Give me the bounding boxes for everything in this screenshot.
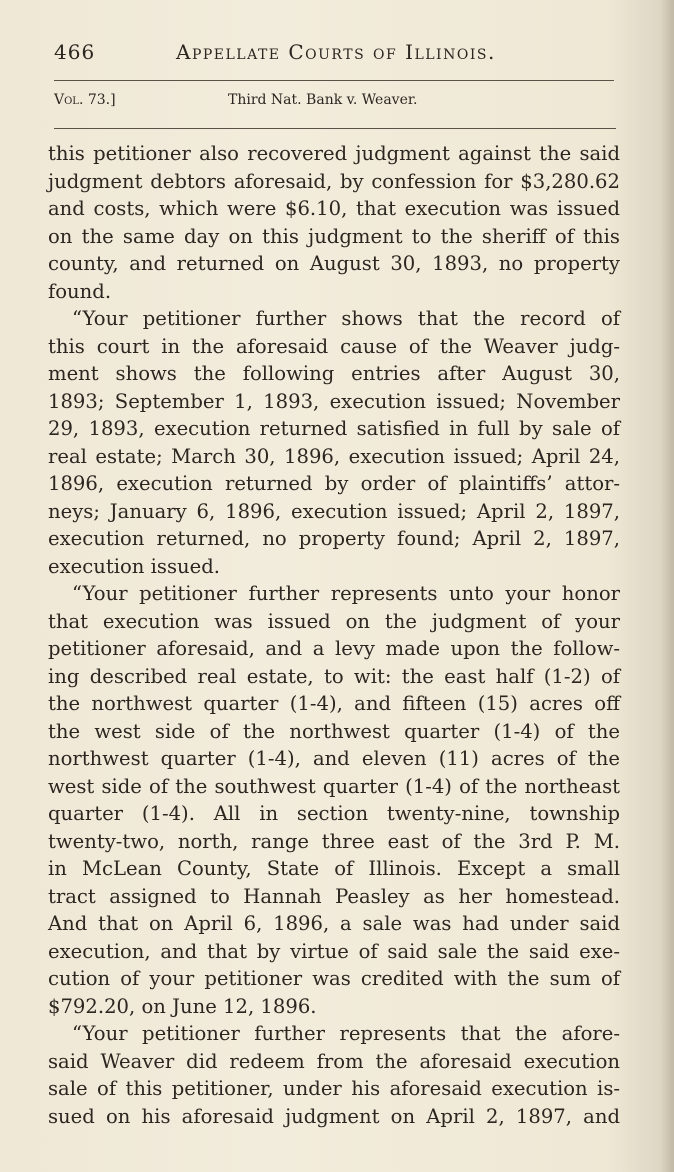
subheader-rule xyxy=(54,128,616,129)
text-line: cution of your petitioner was credited with the sum of xyxy=(48,967,620,990)
text-line: west side of the southwest quarter (1-4) of the northeast xyxy=(48,774,620,798)
text-line: ing described real estate, to wit: the east half (1-2) of xyxy=(48,664,620,688)
text-line: judgment debtors aforesaid, by confession for $3,280.62 xyxy=(48,169,620,193)
case-subheader xyxy=(54,92,624,114)
text-line: ment shows the following entries after August 30, xyxy=(48,362,620,385)
text-line: in McLean County, State of Illinois. Except a small xyxy=(48,857,620,880)
header-rule xyxy=(54,80,614,81)
text-line: petitioner aforesaid, and a levy made upon the follow- xyxy=(48,637,620,660)
text-line: $792.20, on June 12, 1896. xyxy=(48,994,317,1018)
text-line: this court in the aforesaid cause of the Weaver judg- xyxy=(48,334,620,358)
text-line: said Weaver did redeem from the aforesaid execution xyxy=(48,1049,620,1073)
text-line: And that on April 6, 1896, a sale was had under said xyxy=(48,912,620,935)
text-line: on the same day on this judgment to the sheriff of this xyxy=(48,224,620,248)
text-line: that execution was issued on the judgment of your xyxy=(48,609,620,633)
running-header xyxy=(54,40,624,70)
text-line: and costs, which were $6.10, that execution was issued xyxy=(48,197,620,220)
text-line: 1896, execution returned by order of plaintiffs’ attor- xyxy=(48,472,620,495)
text-line: found. xyxy=(48,279,112,303)
text-line: execution issued. xyxy=(48,554,220,578)
text-line: neys; January 6, 1896, execution issued; April 2, 1897, xyxy=(48,499,620,523)
text-line: “Your petitioner further represents unto your honor xyxy=(72,582,620,605)
case-title: Third Nat. Bank v. Weaver. xyxy=(228,92,418,108)
volume-label: Vol. 73.] xyxy=(54,92,116,108)
text-line: quarter (1-4). All in section twenty-nine, township xyxy=(48,802,620,825)
text-line: “Your petitioner further represents that the afore- xyxy=(72,1022,620,1045)
text-line: northwest quarter (1-4), and eleven (11) acres of the xyxy=(48,747,620,770)
text-line: 1893; September 1, 1893, execution issued; November xyxy=(48,389,620,413)
text-line: sale of this petitioner, under his aforesaid execution is- xyxy=(48,1077,620,1100)
body-text xyxy=(48,140,620,1130)
page-number: 466 xyxy=(54,40,96,64)
text-line: county, and returned on August 30, 1893, no property xyxy=(48,252,620,275)
text-line: 29, 1893, execution returned satisfied in full by sale of xyxy=(48,417,620,440)
text-line: the west side of the northwest quarter (1-4) of the xyxy=(48,719,620,743)
page-edge-shadow xyxy=(660,0,674,1172)
text-line: execution, and that by virtue of said sale the said exe- xyxy=(48,939,620,963)
text-line: execution returned, no property found; April 2, 1897, xyxy=(48,527,620,550)
text-line: real estate; March 30, 1896, execution issued; April 24, xyxy=(48,444,620,468)
running-title: Appellate Courts of Illinois. xyxy=(176,40,496,64)
text-line: the northwest quarter (1-4), and fifteen (15) acres off xyxy=(48,692,620,715)
text-line: “Your petitioner further shows that the record of xyxy=(72,307,620,330)
text-line: this petitioner also recovered judgment against the said xyxy=(48,142,620,165)
text-line: tract assigned to Hannah Peasley as her homestead. xyxy=(48,884,620,908)
text-line: sued on his aforesaid judgment on April 2, 1897, and xyxy=(48,1104,620,1128)
text-line: twenty-two, north, range three east of the 3rd P. M. xyxy=(48,829,620,853)
